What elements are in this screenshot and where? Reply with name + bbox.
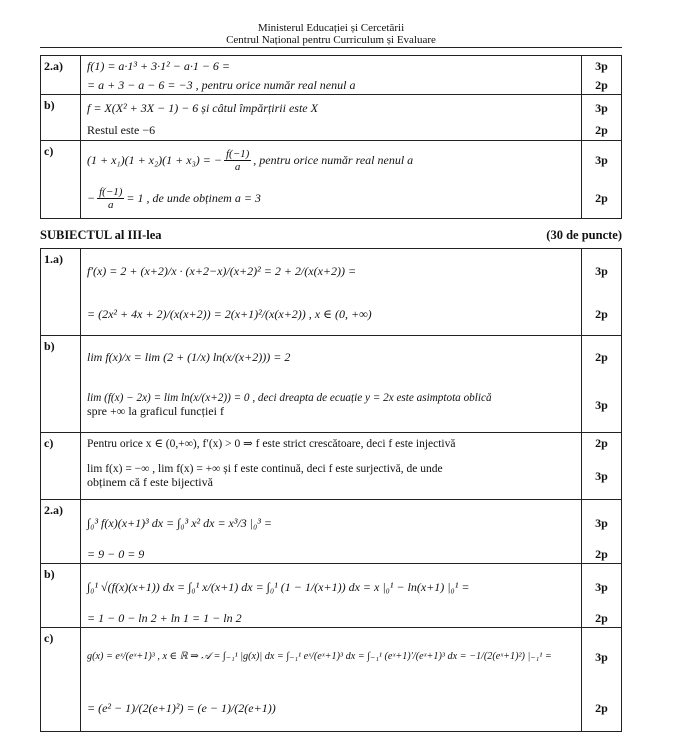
points-badge: 2p <box>595 123 608 137</box>
points-badge: 2p <box>595 78 608 92</box>
item-label: c) <box>41 628 81 732</box>
solution-line: − $\frac{f(-1)}{a}$ = 1 , de unde obținem a = 3 <box>87 185 261 211</box>
solution-line: f = X(X² + 3X − 1) − 6 și câtul împărțirii este X <box>87 100 318 115</box>
points-badge: 3p <box>595 100 608 115</box>
item-label: b) <box>41 95 81 141</box>
table-row <box>41 564 622 628</box>
points-badge: 3p <box>595 152 608 167</box>
points-badge: 3p <box>595 397 608 412</box>
table-row <box>41 95 622 141</box>
table-row <box>41 628 622 732</box>
item-label: 2.a) <box>41 56 81 95</box>
points-badge: 2p <box>595 547 608 561</box>
page-header <box>40 22 622 46</box>
points-badge: 3p <box>595 263 608 278</box>
solution-line: = a + 3 − a − 6 = −3 , pentru orice număr real nenul a <box>87 78 356 92</box>
solution-line: lim f(x)/x = lim (2 + (1/x) ln(x/(x+2))) = 2 <box>87 349 291 364</box>
solution-line: ∫₀³ f(x)(x+1)³ dx = ∫₀³ x² dx = x³/3 |₀³ = <box>87 515 272 530</box>
points-badge: 3p <box>595 468 608 483</box>
item-label: b) <box>41 564 81 628</box>
center-name: Centrul Național pentru Curriculum și Evaluare <box>226 34 436 46</box>
points-badge: 2p <box>595 435 608 450</box>
subject-three-table <box>40 248 622 732</box>
solution-line: (1 + x₁)(1 + x₂)(1 + x₃) = − $\frac{f(-1)}{a}$ , pentru orice număr real nenul a <box>87 147 414 173</box>
table-row <box>41 56 622 95</box>
solution-line: f(1) = a·1³ + 3·1² − a·1 − 6 = <box>87 59 231 73</box>
points-badge: 2p <box>595 306 608 321</box>
solution-line: = 9 − 0 = 9 <box>87 547 145 561</box>
item-label: c) <box>41 433 81 500</box>
item-label: b) <box>41 336 81 433</box>
solution-line: Pentru orice x ∈ (0,+∞), f′(x) > 0 ⇒ f este strict crescătoare, deci f este injectivă <box>87 438 456 450</box>
solution-line: ∫₀¹ √(f(x)(x+1)) dx = ∫₀¹ x/(x+1) dx = ∫₀¹ (1 − 1/(x+1)) dx = x |₀¹ − ln(x+1) |₀¹ = <box>87 579 470 594</box>
subject-title: SUBIECTUL al III-lea <box>40 228 162 242</box>
points-badge: 2p <box>595 349 608 364</box>
solution-line: spre +∞ la graficul funcției f <box>87 403 224 418</box>
points-badge: 3p <box>595 579 608 594</box>
item-label: 2.a) <box>41 500 81 564</box>
solution-line: obținem că f este bijectivă <box>87 474 213 489</box>
header-divider <box>40 47 622 48</box>
solution-line: lim f(x) = −∞ , lim f(x) = +∞ și f este continuă, deci f este surjectivă, de unde <box>87 462 443 475</box>
subject-two-table <box>40 55 622 219</box>
solution-line: g(x) = eˣ/(eˣ+1)³ , x ∈ ℝ ⇒ 𝒜 = ∫₋₁¹ |g(x)| dx = ∫₋₁¹ eˣ/(eˣ+1)³ dx = ∫₋₁¹ (eˣ+1)′/(eˣ+1)³ dx = −1/(2(eˣ+1)²) |₋₁¹ = <box>87 651 552 662</box>
points-badge: 2p <box>595 701 608 715</box>
points-badge: 2p <box>595 611 608 625</box>
solution-line: lim (f(x) − 2x) = lim ln(x/(x+2)) = 0 , deci dreapta de ecuație y = 2x este asimptota oblică <box>87 391 492 404</box>
item-label: 1.a) <box>41 249 81 336</box>
points-badge: 3p <box>595 649 608 664</box>
table-row <box>41 141 622 219</box>
points-badge: 3p <box>595 59 608 73</box>
table-row <box>41 249 622 336</box>
fraction: $\frac{f(-1)}{a}$ <box>99 185 123 211</box>
table-row <box>41 433 622 500</box>
subject-points: (30 de puncte) <box>546 228 622 242</box>
points-badge: 3p <box>595 515 608 530</box>
solution-line: = (2x² + 4x + 2)/(x(x+2)) = 2(x+1)²/(x(x+2)) , x ∈ (0, +∞) <box>87 306 372 321</box>
solution-line: Restul este −6 <box>87 123 156 137</box>
solution-line: = 1 − 0 − ln 2 + ln 1 = 1 − ln 2 <box>87 611 242 625</box>
table-row <box>41 500 622 564</box>
subject-heading <box>40 228 622 243</box>
points-badge: 2p <box>595 190 608 205</box>
item-label: c) <box>41 141 81 219</box>
table-row <box>41 336 622 433</box>
ministry-name: Ministerul Educației și Cercetării <box>257 22 405 34</box>
solution-line: f′(x) = 2 + (x+2)/x · (x+2−x)/(x+2)² = 2 + 2/(x(x+2)) = <box>87 263 357 278</box>
fraction: $\frac{f(-1)}{a}$ <box>225 147 250 173</box>
solution-line: = (e² − 1)/(2(e+1)²) = (e − 1)/(2(e+1)) <box>87 701 276 715</box>
